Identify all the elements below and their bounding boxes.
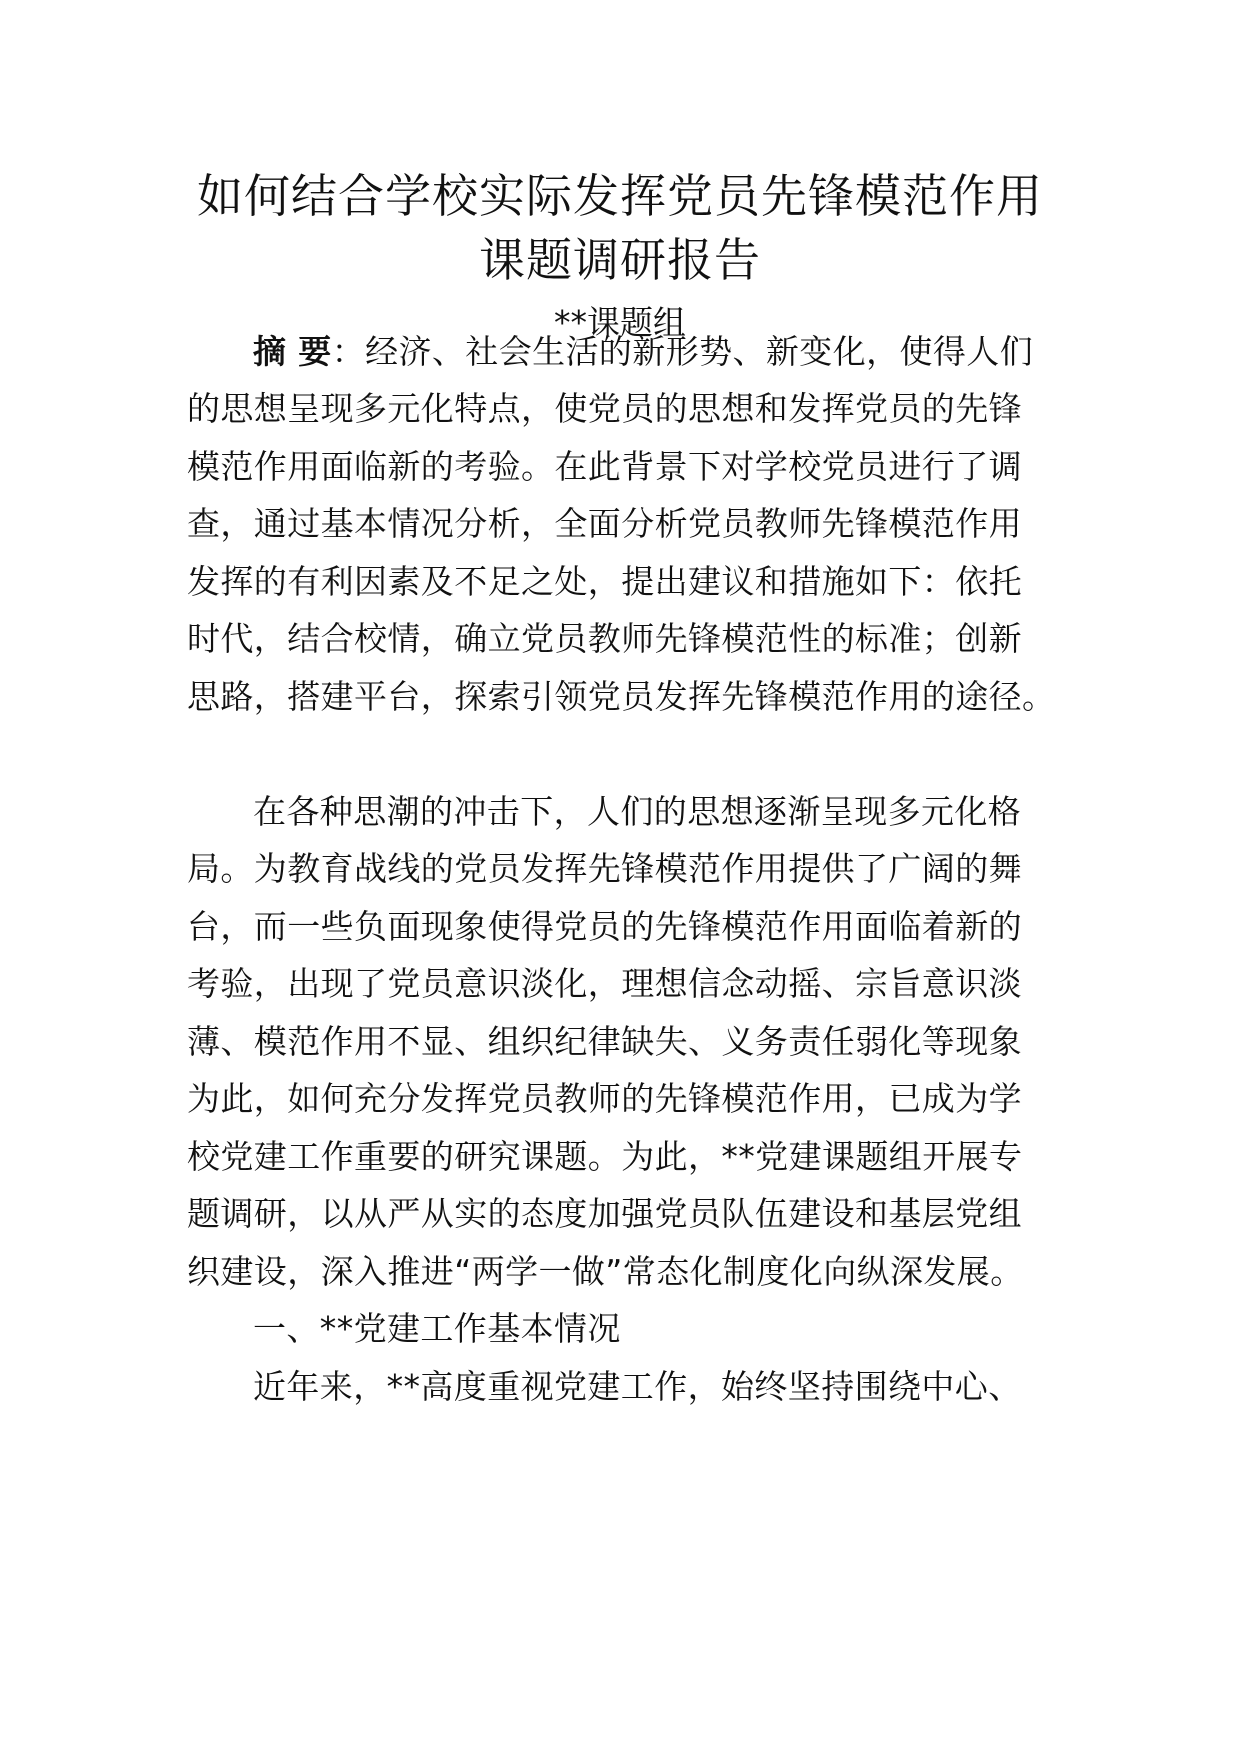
- abstract-line: 查，通过基本情况分析，全面分析党员教师先锋模范作用: [187, 504, 1022, 543]
- abstract-label: 摘 要: [253, 332, 332, 371]
- body-paragraph-line: 局。为教育战线的党员发挥先锋模范作用提供了广阔的舞: [187, 849, 1022, 888]
- section-heading: 一、**党建工作基本情况: [253, 1309, 621, 1348]
- abstract-line: 发挥的有利因素及不足之处，提出建议和措施如下：依托: [187, 562, 1022, 601]
- document-author: **课题组: [554, 303, 686, 342]
- abstract-line: 时代，结合校情，确立党员教师先锋模范性的标准；创新: [187, 619, 1022, 658]
- section-paragraph-line: 近年来，**高度重视党建工作，始终坚持围绕中心、: [253, 1367, 1022, 1406]
- abstract-line: 的思想呈现多元化特点，使党员的思想和发挥党员的先锋: [187, 389, 1022, 428]
- abstract-text-start: ：经济、社会生活的新形势、新变化，使得人们: [331, 332, 1034, 371]
- body-paragraph-line: 台，而一些负面现象使得党员的先锋模范作用面临着新的: [187, 907, 1022, 946]
- body-paragraph-line: 为此，如何充分发挥党员教师的先锋模范作用，已成为学: [187, 1079, 1022, 1118]
- document-title-line-2: 课题调研报告: [479, 233, 761, 287]
- document-title-line-1: 如何结合学校实际发挥党员先锋模范作用: [197, 169, 1043, 223]
- body-paragraph-line: 考验，出现了党员意识淡化，理想信念动摇、宗旨意识淡: [187, 964, 1022, 1003]
- body-paragraph-line: 在各种思潮的冲击下，人们的思想逐渐呈现多元化格: [253, 792, 1022, 831]
- body-paragraph-line: 题调研，以从严从实的态度加强党员队伍建设和基层党组: [187, 1194, 1022, 1233]
- body-paragraph-line: 织建设，深入推进“两学一做”常态化制度化向纵深发展。: [187, 1252, 1024, 1291]
- abstract-line: 思路，搭建平台，探索引领党员发挥先锋模范作用的途径。: [187, 677, 1056, 716]
- abstract-first-line: [253, 330, 1033, 374]
- body-paragraph-line: 校党建工作重要的研究课题。为此，**党建课题组开展专: [187, 1137, 1023, 1176]
- abstract-line: 模范作用面临新的考验。在此背景下对学校党员进行了调: [187, 447, 1022, 486]
- body-paragraph-line: 薄、模范作用不显、组织纪律缺失、义务责任弱化等现象: [187, 1022, 1022, 1061]
